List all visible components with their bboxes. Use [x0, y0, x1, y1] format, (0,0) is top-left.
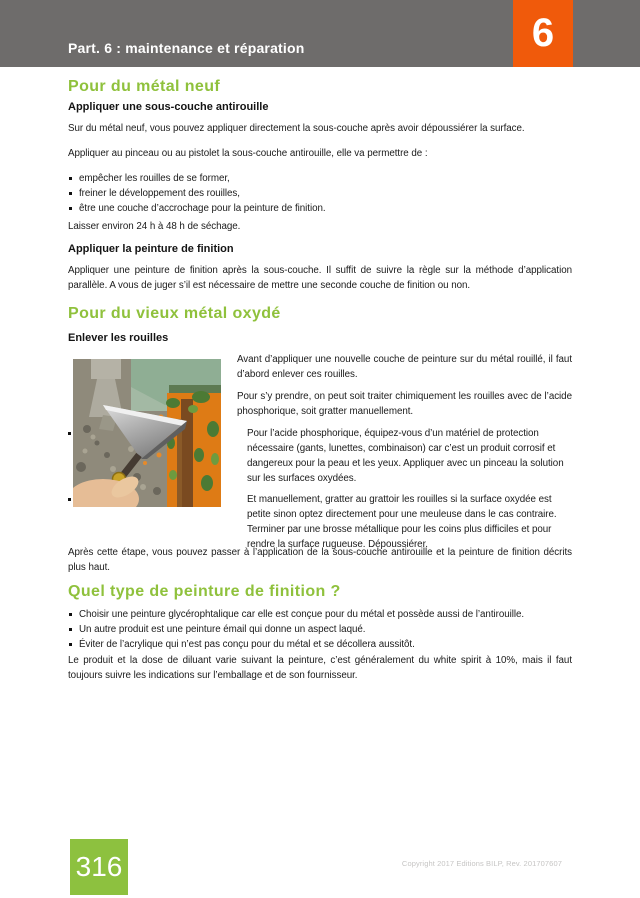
list-item: Choisir une peinture glycérophtalique car elle est conçue pour du métal et possède aussi de l’antirouille.	[68, 607, 572, 622]
list-item: Éviter de l’acrylique qui n’est pas conçu pour du métal et se décollera aussitôt.	[68, 637, 572, 652]
section-title-metal-neuf: Pour du métal neuf	[68, 78, 221, 95]
chapter-number: 6	[531, 11, 555, 55]
paragraph: Pour s’y prendre, on peut soit traiter chimiquement les rouilles avec de l’acide phosphorique, soit gratter manuellement.	[237, 391, 572, 417]
subheading-enlever-rouilles: Enlever les rouilles	[68, 332, 169, 344]
header-title: Part. 6 : maintenance et réparation	[68, 40, 305, 56]
list-item: Un autre produit est une peinture émail qui donne un aspect laqué.	[68, 622, 572, 637]
paragraph: Sur du métal neuf, vous pouvez appliquer directement la sous-couche après avoir dépoussiérer la surface.	[68, 123, 525, 134]
page-header-band	[0, 0, 640, 67]
hanging-bullet-marker	[68, 432, 71, 435]
paragraph: Appliquer une peinture de finition après la sous-couche. Il suffit de suivre la règle sur la méthode d’application parallèle. A vous de juger s’il est nécessaire de mettre une seconde couche de finition ou non.	[68, 265, 572, 291]
paragraph: Laisser environ 24 h à 48 h de séchage.	[68, 221, 241, 232]
bullet-list-type-peinture	[68, 607, 572, 652]
list-item: empêcher les rouilles de se former,	[68, 171, 572, 186]
copyright-text: Copyright 2017 Editions BILP, Rev. 201707607	[401, 859, 562, 868]
bullet-paragraph: Pour l’acide phosphorique, équipez-vous d’un matériel de protection nécessaire (gants, lunettes, combinaison) car c’est un produit corrosif et dangereux pour la peau et les yeux. Appliquer avec un pinceau la solution sur les surfaces oxydées.	[247, 428, 564, 484]
paragraph: Le produit et la dose de diluant varie suivant la peinture, c’est généralement du white spirit à 10%, mais il faut toujours suivre les indications sur l’emballage et de son fournisseur.	[68, 655, 572, 681]
bullet-paragraph: Et manuellement, gratter au grattoir les rouilles si la surface oxydée est petite sinon optez directement pour une meuleuse dans le cas contraire. Terminer par une brosse métallique pour les coins plus difficiles et pour rendre la surface rugueuse. Dépoussiérer.	[247, 494, 557, 550]
page-number: 316	[75, 851, 123, 882]
subheading-sous-couche: Appliquer une sous-couche antirouille	[68, 101, 269, 113]
list-item: freiner le développement des rouilles,	[68, 186, 572, 201]
rust-section-text-column	[237, 352, 572, 558]
chapter-number-box	[513, 0, 573, 67]
page-number-badge	[70, 839, 128, 895]
list-item: être une couche d’accrochage pour la peinture de finition.	[68, 201, 572, 216]
paragraph: Après cette étape, vous pouvez passer à l’application de la sous-couche antirouille et la peinture de finition décrits plus haut.	[68, 547, 572, 573]
section-title-vieux-metal: Pour du vieux métal oxydé	[68, 305, 281, 322]
paragraph: Appliquer au pinceau ou au pistolet la sous-couche antirouille, elle va permettre de :	[68, 148, 428, 159]
paragraph: Avant d’appliquer une nouvelle couche de peinture sur du métal rouillé, il faut d’abord enlever ces rouilles.	[237, 354, 572, 380]
section-title-type-peinture: Quel type de peinture de finition ?	[68, 583, 341, 600]
subheading-peinture-finition: Appliquer la peinture de finition	[68, 243, 234, 255]
rust-scraping-photo	[73, 359, 221, 507]
hanging-bullet-marker	[68, 498, 71, 501]
bullet-list-sous-couche	[68, 171, 572, 216]
